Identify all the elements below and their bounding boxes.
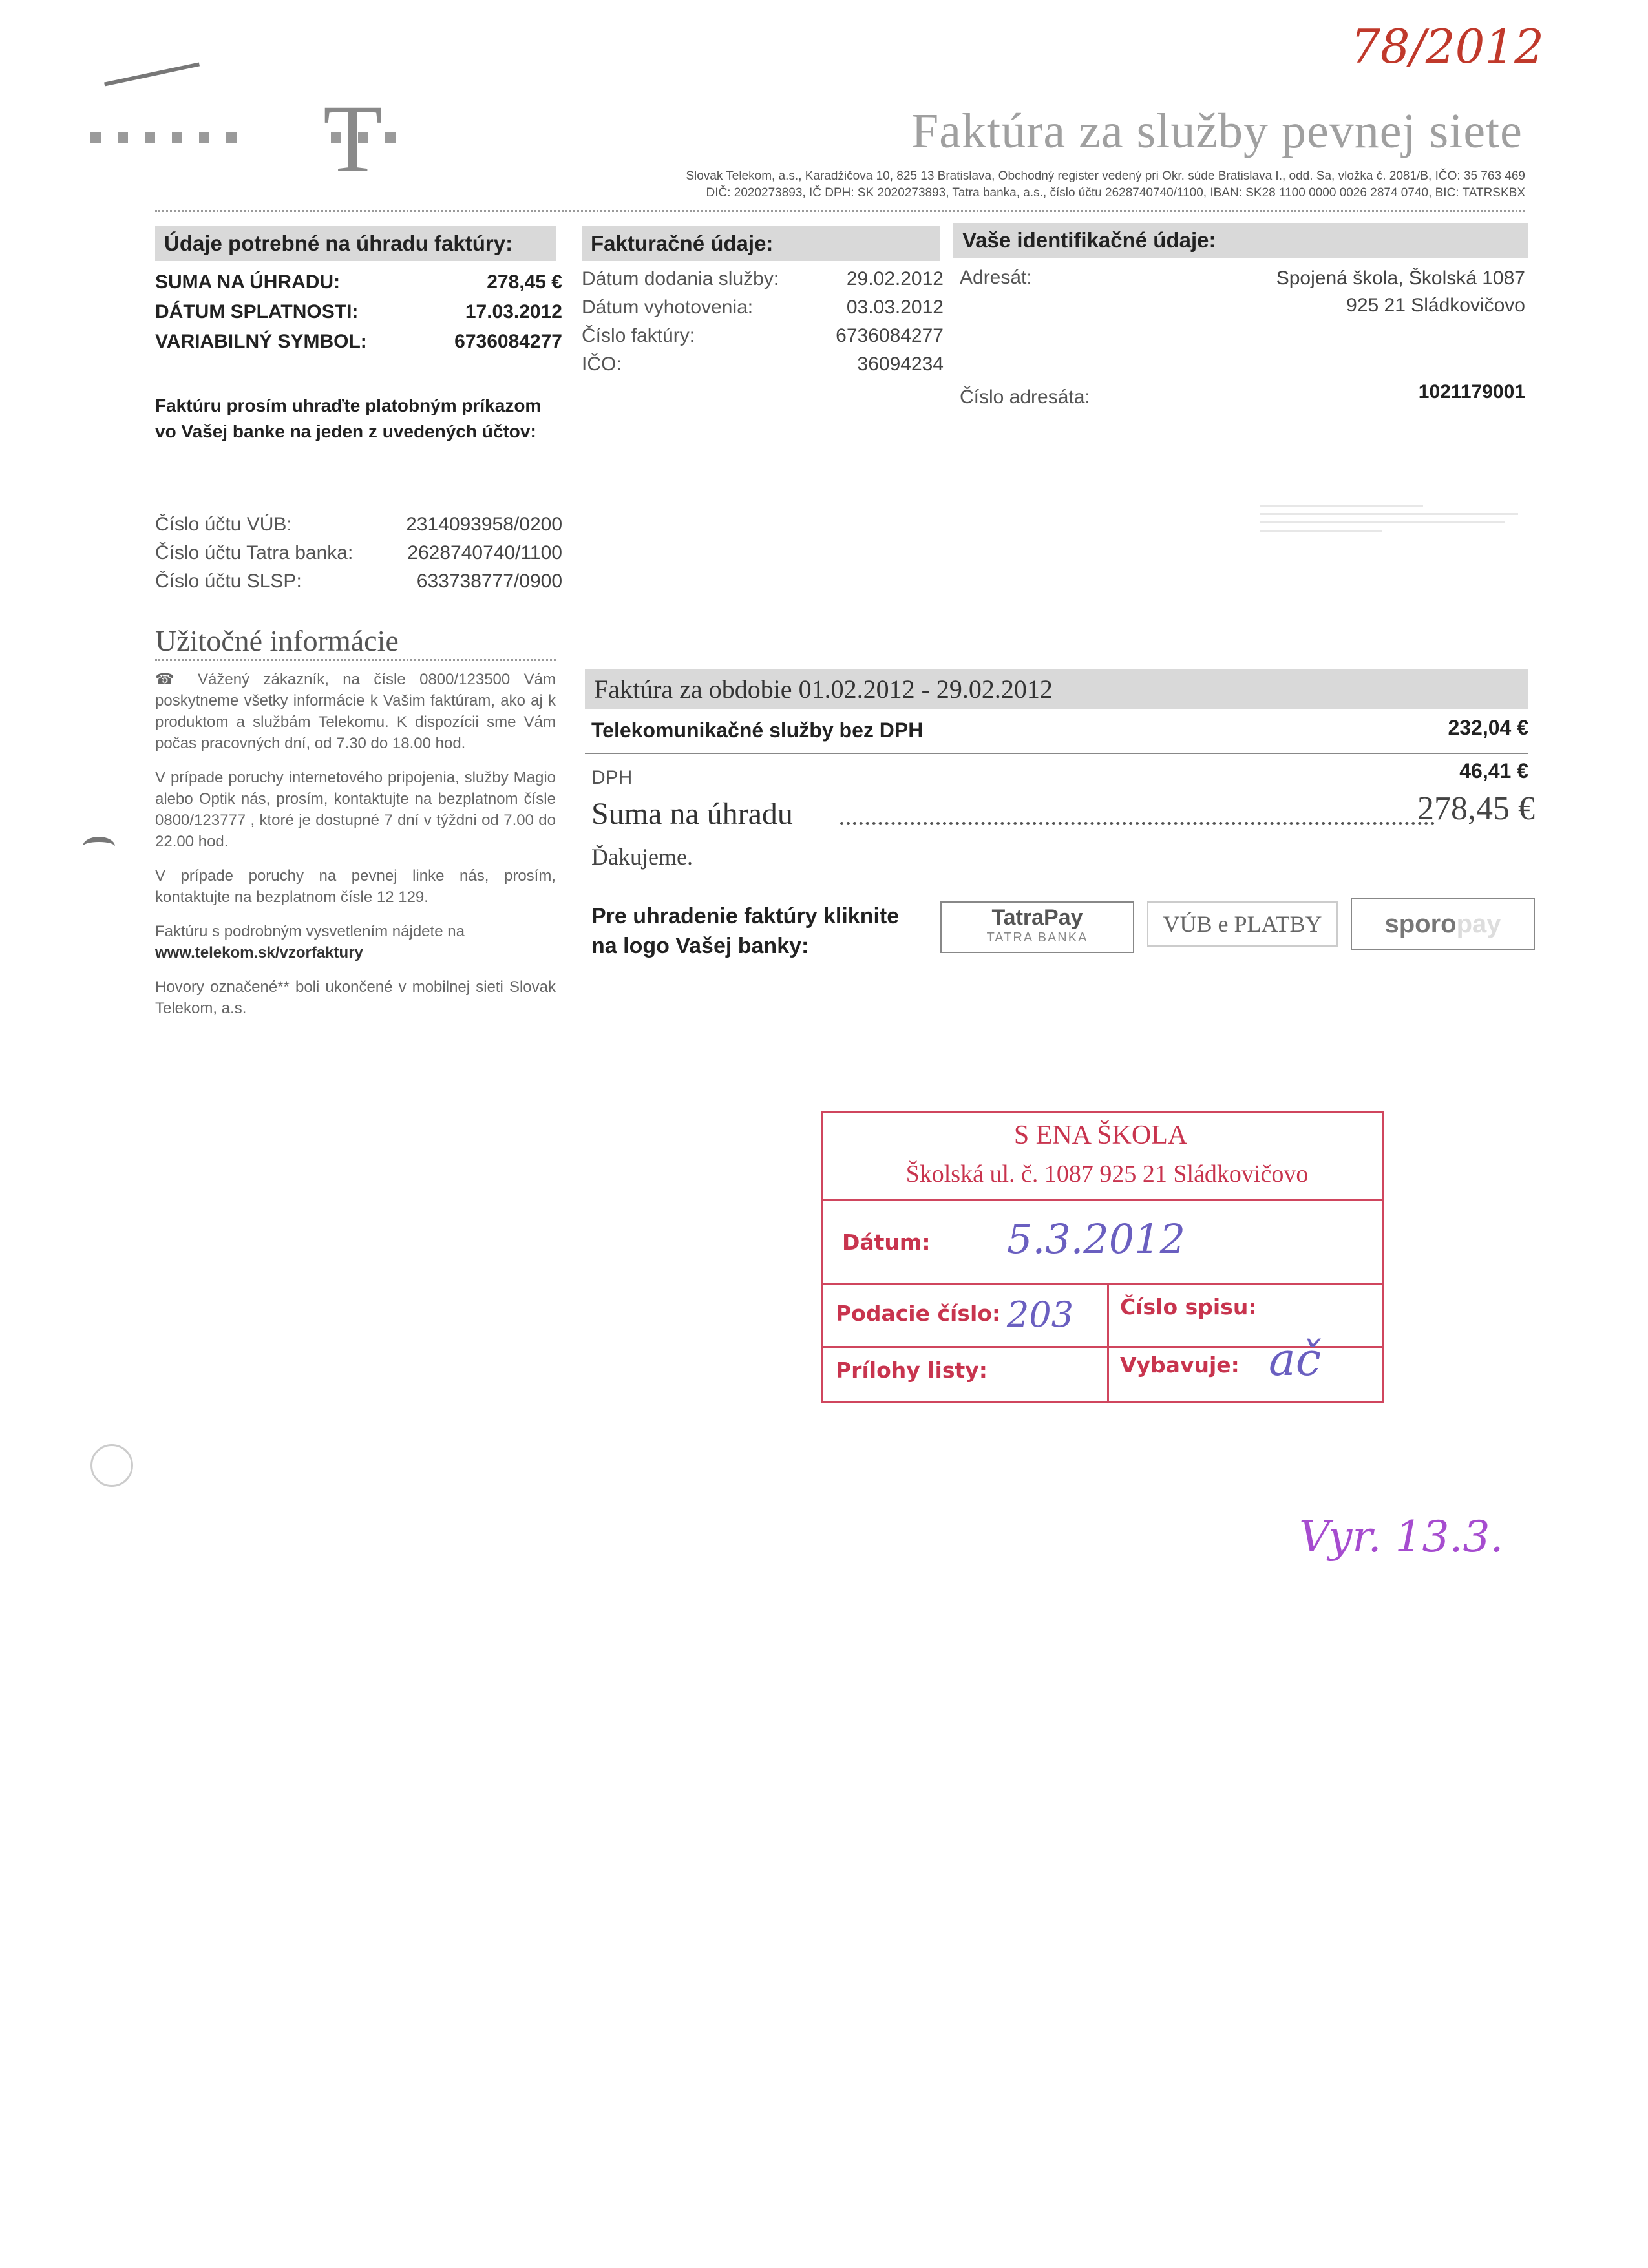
- info-paragraph-3: V prípade poruchy na pevnej linke nás, prosím, kontaktujte na bezplatnom čísle 12 129.: [155, 867, 556, 906]
- stamp-date-handwritten: 5.3.2012: [1007, 1215, 1186, 1263]
- scan-mark-pen-stroke: [104, 62, 200, 86]
- vat-value: 46,41 €: [1459, 759, 1528, 782]
- payment-label: VARIABILNÝ SYMBOL:: [155, 331, 367, 352]
- account-row: [155, 571, 562, 599]
- stamp-vybavuje-label: Vybavuje:: [1120, 1352, 1240, 1378]
- total-value: 278,45 €: [1417, 790, 1535, 827]
- account-row: [155, 514, 562, 542]
- payment-rows: [155, 271, 562, 361]
- invoice-value: 03.03.2012: [846, 297, 944, 318]
- tatrapay-button[interactable]: [940, 901, 1134, 953]
- instruction-line-2: vo Vašej banke na jeden z uvedených účtov:: [155, 421, 536, 441]
- useful-info-text: [155, 669, 556, 1019]
- account-label: Číslo účtu SLSP:: [155, 571, 302, 592]
- payment-row: [155, 271, 562, 301]
- stamp-spis-label: Číslo spisu:: [1120, 1294, 1257, 1319]
- total-label: Suma na úhradu: [591, 797, 793, 831]
- useful-info-divider: [155, 659, 556, 661]
- vub-eplatby-button[interactable]: VÚB e PLATBY: [1147, 901, 1338, 947]
- stamp-podacie-label: Podacie číslo:: [836, 1301, 1001, 1326]
- telekom-t-logo-icon: T: [323, 85, 383, 193]
- payment-value: 17.03.2012: [465, 301, 562, 322]
- account-value: 2628740740/1100: [407, 542, 562, 563]
- pay-prompt-line-1: Pre uhradenie faktúry kliknite: [591, 904, 900, 929]
- payment-instruction: [155, 393, 541, 445]
- invoice-label: Dátum vyhotovenia:: [582, 297, 754, 318]
- total-dots: [840, 822, 1435, 825]
- electronic-signature-note: [1260, 501, 1532, 552]
- handwritten-reference: 78/2012: [1351, 19, 1545, 74]
- company-line-2: DIČ: 2020273893, IČ DPH: SK 2020273893, Tatra banka, a.s., číslo účtu 2628740740/1100, IBAN: SK28 1100 0000 0026 2874 0740, BIC: TATRSKBX: [706, 186, 1525, 200]
- invoice-label: Dátum dodania služby:: [582, 268, 779, 289]
- addressee-line-1: Spojená škola, Školská 1087: [1276, 268, 1525, 289]
- stamp-vertical-divider: [1107, 1283, 1109, 1401]
- account-value: 633738777/0900: [416, 571, 562, 592]
- useful-info-heading: Užitočné informácie: [155, 624, 399, 657]
- stamp-signature-handwritten: ač: [1269, 1333, 1321, 1386]
- bank-accounts: [155, 514, 562, 599]
- invoice-value: 6736084277: [836, 325, 944, 346]
- invoice-data-rows: [582, 268, 944, 382]
- stamp-prilohy-label: Prílohy listy:: [836, 1358, 988, 1383]
- info-paragraph-5: Hovory označené** boli ukončené v mobilnej sieti Slovak Telekom, a.s.: [155, 978, 556, 1017]
- info-paragraph-4: Faktúru s podrobným vysvetlením nájdete na: [155, 923, 465, 940]
- invoice-row: [582, 297, 944, 325]
- sample-invoice-link[interactable]: www.telekom.sk/vzorfaktury: [155, 944, 363, 961]
- sporopay-button[interactable]: [1351, 898, 1535, 950]
- vat-label: DPH: [591, 767, 633, 788]
- pay-prompt-line-2: na logo Vašej banky:: [591, 934, 809, 958]
- scan-mark-hole-2: [90, 1444, 133, 1487]
- stamp-line-1: S ENA ŠKOLA: [1013, 1120, 1188, 1150]
- payment-label: SUMA NA ÚHRADU:: [155, 271, 341, 293]
- document-title: Faktúra za služby pevnej siete: [911, 104, 1523, 158]
- info-paragraph-1: ☎ Vážený zákazník, na čísle 0800/123500 Vám poskytneme všetky informácie k Vašim faktúram, ako aj k produktom a službám Telekomu. K dispozícii sme Vám počas pracovných dní, od 7.30 do 18.00 hod.: [155, 671, 556, 752]
- account-row: [155, 542, 562, 571]
- invoice-row: [582, 268, 944, 297]
- company-line-1: Slovak Telekom, a.s., Karadžičova 10, 825 13 Bratislava, Obchodný register vedený pri Okr. súde Bratislava I., odd. Sa, vložka č. 2081/B, IČO: 35 763 469: [686, 169, 1525, 183]
- payment-value: 278,45 €: [487, 271, 562, 293]
- tatrapay-label: TatraPay: [991, 905, 1083, 930]
- payment-heading: Údaje potrebné na úhradu faktúry:: [155, 226, 556, 261]
- payment-value: 6736084277: [454, 331, 562, 352]
- instruction-line-1: Faktúru prosím uhraďte platobným príkazom: [155, 395, 542, 415]
- addressee-number-value: 1021179001: [1418, 381, 1525, 403]
- addressee-number-label: Číslo adresáta:: [960, 386, 1090, 408]
- invoice-value: 29.02.2012: [846, 268, 944, 289]
- payment-label: DÁTUM SPLATNOSTI:: [155, 301, 359, 322]
- invoice-row: [582, 325, 944, 353]
- payment-row: [155, 331, 562, 361]
- sporopay-label-b: pay: [1456, 910, 1501, 938]
- invoice-label: IČO:: [582, 353, 622, 375]
- phone-icon: ☎: [155, 671, 198, 688]
- payment-row: [155, 301, 562, 331]
- identification-heading: Vaše identifikačné údaje:: [953, 223, 1528, 258]
- period-divider: [585, 753, 1528, 754]
- period-heading: Faktúra za obdobie 01.02.2012 - 29.02.2012: [585, 669, 1528, 709]
- addressee-line-2: 925 21 Sládkovičovo: [1346, 295, 1525, 316]
- stamp-line-2: Školská ul. č. 1087 925 21 Sládkovičovo: [905, 1160, 1309, 1188]
- invoice-row: [582, 353, 944, 382]
- invoice-data-heading: Fakturačné údaje:: [582, 226, 940, 261]
- info-paragraph-2: V prípade poruchy internetového pripojenia, služby Magio alebo Optik nás, prosím, kontaktujte na bezplatnom čísle 0800/123777 , ktoré je dostupné 7 dní v týždni od 7.00 do 22.00 hod.: [155, 769, 556, 850]
- pay-prompt: [591, 901, 899, 961]
- addressee-value: [1163, 265, 1525, 319]
- account-label: Číslo účtu VÚB:: [155, 514, 292, 535]
- services-value: 232,04 €: [1448, 716, 1528, 739]
- stamp-divider-2: [823, 1283, 1382, 1285]
- services-label: Telekomunikačné služby bez DPH: [591, 719, 924, 742]
- stamp-divider-1: [823, 1199, 1382, 1201]
- stamp-date-label: Dátum:: [842, 1230, 931, 1255]
- handwritten-note-bottom: Vyr. 13.3.: [1299, 1512, 1504, 1562]
- tatrapay-sublabel: TATRA BANKA: [986, 930, 1088, 945]
- registry-stamp: [821, 1111, 1384, 1403]
- invoice-label: Číslo faktúry:: [582, 325, 695, 346]
- addressee-label: Adresát:: [960, 267, 1032, 288]
- invoice-value: 36094234: [857, 353, 944, 375]
- scan-mark-hole-1: [83, 837, 115, 856]
- stamp-podacie-handwritten: 203: [1007, 1294, 1074, 1335]
- company-info: [517, 168, 1525, 202]
- thanks-text: Ďakujeme.: [591, 844, 693, 870]
- account-label: Číslo účtu Tatra banka:: [155, 542, 354, 563]
- account-value: 2314093958/0200: [406, 514, 562, 535]
- header-divider: [155, 210, 1525, 212]
- sporopay-label-a: sporo: [1384, 910, 1457, 938]
